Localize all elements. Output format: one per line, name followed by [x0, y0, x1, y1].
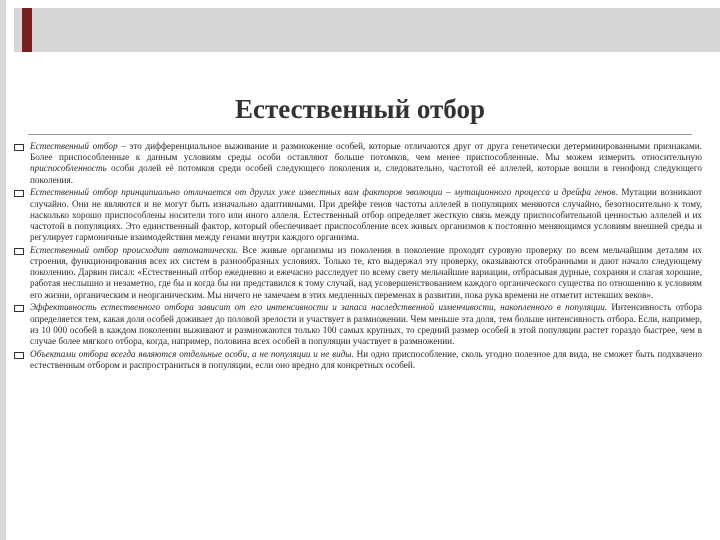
text-run: Мутации возникают случайно. Они не являются и не могут быть изначально адаптивными. При дрейфе генов частоты аллелей в популяциях меняются случайно, безотносительно к тому, насколько хорошо приспособлены носители того или иного аллеля. Естественный отбор определяет жесткую связь между приспособительной ценностью аллелей и их частотой в популяциях. Это единственный фактор, который обеспечивает приспособление всех живых организмов к постоянно меняющимся условиям внешней среды и регулирует гармоничные взаимодействия между генами внутри каждого организма.	[30, 187, 703, 243]
text-run: Ни одно приспособление, сколь угодно полезное для вида, не сможет быть подхвачено естественным отбором и распространиться в популяции, если оно вредно для конкретных особей.	[30, 348, 702, 370]
square-bullet-icon	[14, 305, 24, 312]
square-bullet-icon	[14, 352, 24, 359]
header-band	[14, 8, 720, 52]
emphasis: Объектами отбора всегда являются отдельные особи, а не популяции и не виды.	[30, 348, 354, 359]
paragraph	[30, 302, 702, 347]
list-item	[14, 245, 702, 301]
left-decoration-bar	[0, 0, 6, 540]
paragraph	[30, 349, 702, 371]
paragraph	[30, 141, 702, 186]
list-item	[14, 187, 702, 243]
title-divider	[28, 134, 692, 135]
text-run: Интенсивность отбора определяется тем, какая доля особей доживает до половой зрелости и участвует в размножении. Чем меньше эта доля, тем больше интенсивность отбора. Если, например, из 10 000 особей в каждом поколении выживают и размножаются только 100 самых крупных, то средний размер особей в этой популяции растет гораздо быстрее, чем в случае более мягкого отбора, когда, например, половина всех особей в популяции участвует в размножении.	[30, 302, 702, 346]
paragraph	[30, 245, 702, 301]
text-run: – это дифференциальное выживание и размножение особей, которые отличаются друг от друга генетически детерминированными признаками. Более приспособленные к данным условиям среды особи оставляют больше потомков, чем менее приспособленные. Мы можем измерить относительную	[30, 141, 702, 163]
square-bullet-icon	[14, 248, 24, 255]
list-item	[14, 141, 702, 186]
emphasis: Эффективность естественного отбора зависит от его интенсивности и запаса наследственной изменчивости, накопленного в популяции.	[30, 302, 608, 313]
square-bullet-icon	[14, 144, 24, 151]
paragraph	[30, 187, 702, 243]
emphasis: приспособленность	[30, 163, 107, 174]
emphasis: Естественный отбор	[30, 141, 118, 151]
list-item	[14, 302, 702, 347]
list-item	[14, 349, 702, 371]
header-accent	[22, 8, 32, 52]
emphasis: Естественный отбор принципиально отличается от других уже известных вам факторов эволюции – мутационного процесса и дрейфа генов.	[30, 187, 618, 198]
text-run: Все живые организмы из поколения в поколение проходят суровую проверку по всем мельчайшим деталям их строения, функционирования всех их систем в разнообразных условиях. Только те, кто выдержал эту проверку, оказываются отобранными и дают начало следующему поколению. Дарвин писал: «Естественный отбор ежедневно и ежечасно расследует по всему свету мельчайшие вариации, отбрасывая дурные, сохраняя и слагая хорошие, работая неслышно и незаметно, где бы и когда бы ни представился к тому случай, над усовершенствованием каждого органического существа по отношению к условиям его жизни, органическим и неорганическим. Мы ничего не замечаем в этих медленных переменах в развитии, пока рука времени не отметит истекших веков».	[30, 244, 702, 300]
slide-title: Естественный отбор	[235, 94, 485, 124]
text-run: особи долей её потомков среди особей следующего поколения и, следовательно, частотой её аллелей, которые вошли в генофонд следующего поколения.	[30, 163, 702, 185]
emphasis: Естественный отбор происходит автоматически.	[30, 244, 239, 255]
bullet-list	[14, 141, 702, 373]
square-bullet-icon	[14, 190, 24, 197]
